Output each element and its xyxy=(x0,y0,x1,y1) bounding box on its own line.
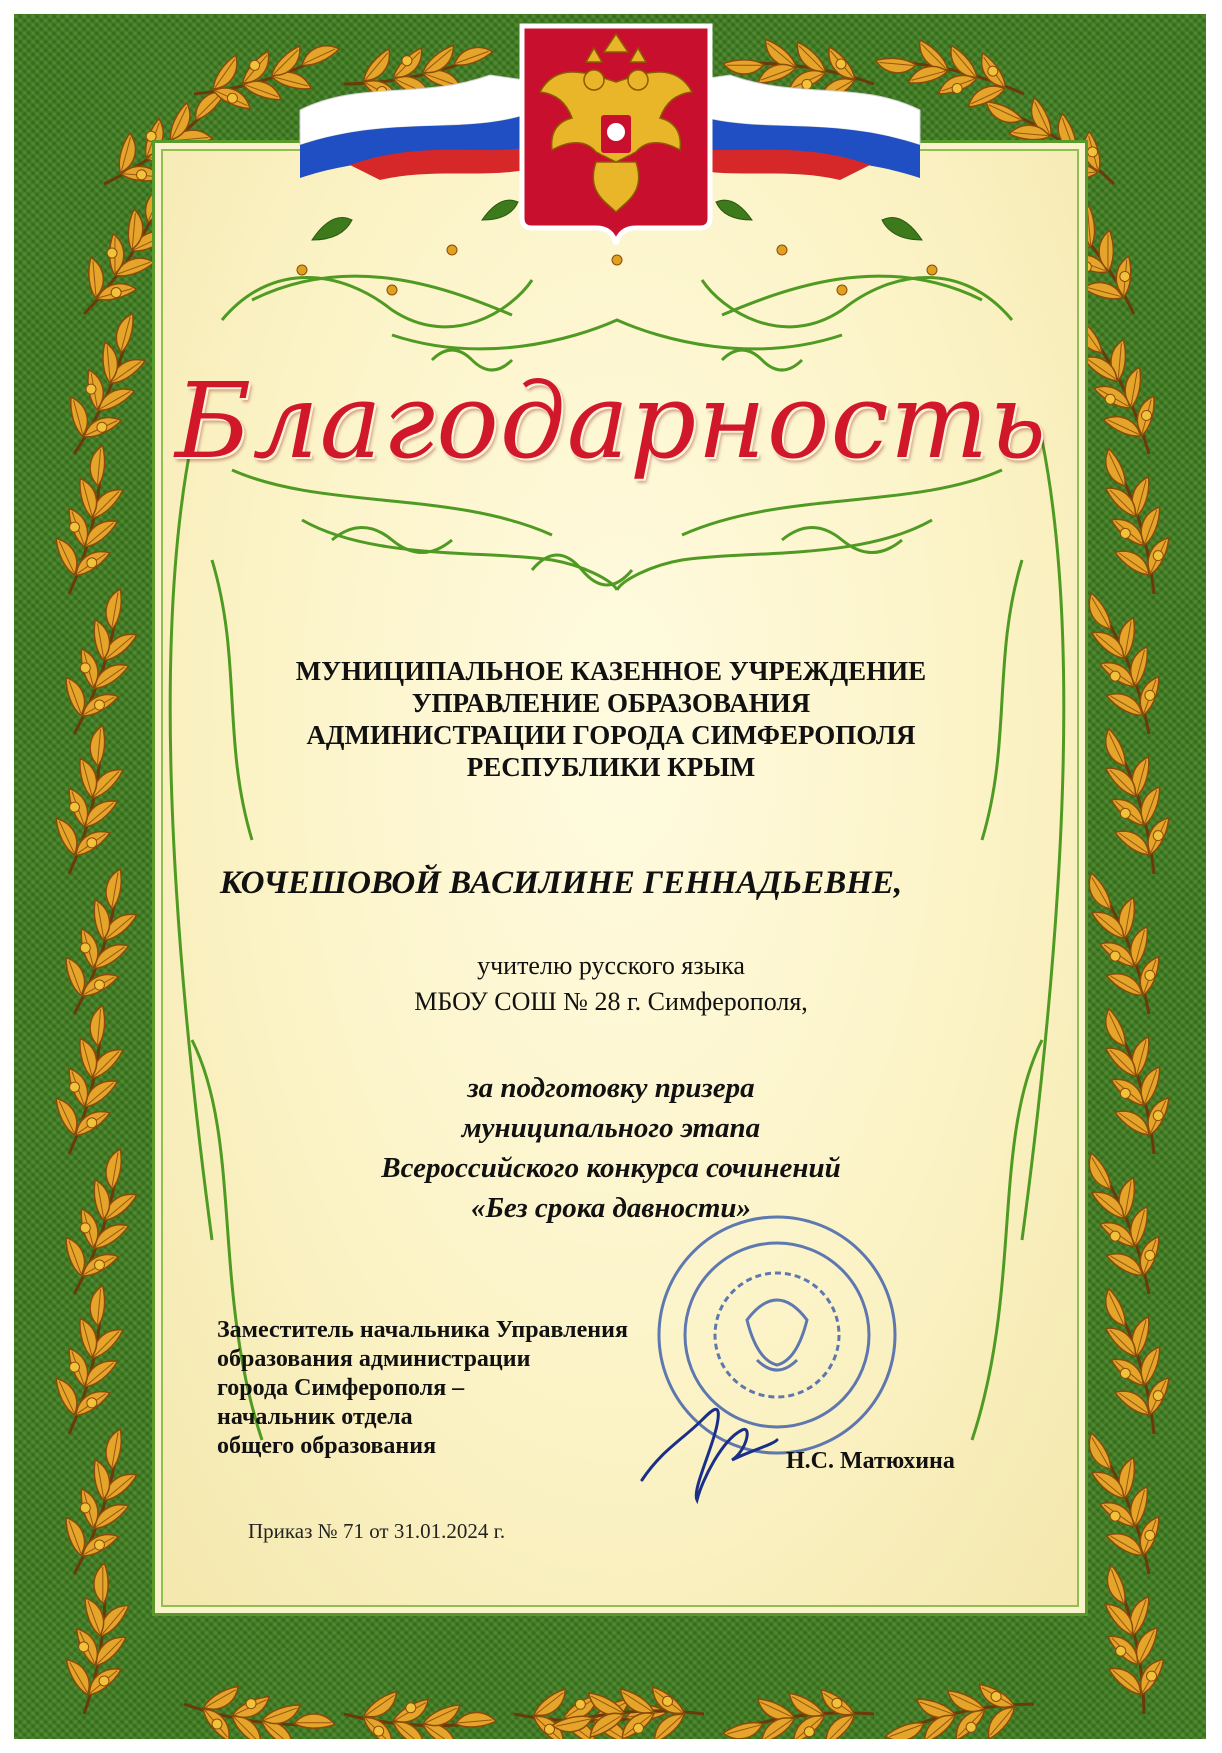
organization-line: РЕСПУБЛИКИ КРЫМ xyxy=(466,752,756,782)
reason-line: «Без срока давности» xyxy=(470,1192,752,1224)
coat-of-arms-emblem xyxy=(516,22,716,248)
reason-line: муниципального этапа xyxy=(461,1112,761,1144)
recipient-role xyxy=(0,948,1222,1020)
recipient-name: КОЧЕШОВОЙ ВАСИЛИНЕ ГЕННАДЬЕВНЕ, xyxy=(219,865,903,901)
signatory-name: Н.С. Матюхина xyxy=(786,1448,955,1474)
signatory-line: общего образования xyxy=(217,1433,437,1459)
signatory-line: начальник отдела xyxy=(217,1404,413,1430)
signatory-line: Заместитель начальника Управления xyxy=(217,1317,628,1343)
organization-line: УПРАВЛЕНИЕ ОБРАЗОВАНИЯ xyxy=(411,688,811,718)
order-reference: Приказ № 71 от 31.01.2024 г. xyxy=(248,1519,506,1543)
role-line: учителю русского языка xyxy=(477,951,745,980)
certificate-title: Благодарность xyxy=(175,360,1047,482)
signatory-line: образования администрации xyxy=(217,1346,531,1372)
russian-flag-left xyxy=(290,70,530,180)
award-reason xyxy=(0,1068,1222,1228)
signatory-title xyxy=(217,1316,628,1461)
reason-line: Всероссийского конкурса сочинений xyxy=(381,1152,841,1184)
handwritten-signature xyxy=(632,1380,782,1510)
organization-line: МУНИЦИПАЛЬНОЕ КАЗЕННОЕ УЧРЕЖДЕНИЕ xyxy=(295,656,927,686)
organization-block xyxy=(0,655,1222,783)
signatory-line: города Симферополя – xyxy=(217,1375,465,1401)
role-line: МБОУ СОШ № 28 г. Симферополя, xyxy=(414,987,808,1016)
reason-line: за подготовку призера xyxy=(467,1072,755,1104)
russian-flag-right xyxy=(690,70,930,180)
organization-line: АДМИНИСТРАЦИИ ГОРОДА СИМФЕРОПОЛЯ xyxy=(306,720,916,750)
